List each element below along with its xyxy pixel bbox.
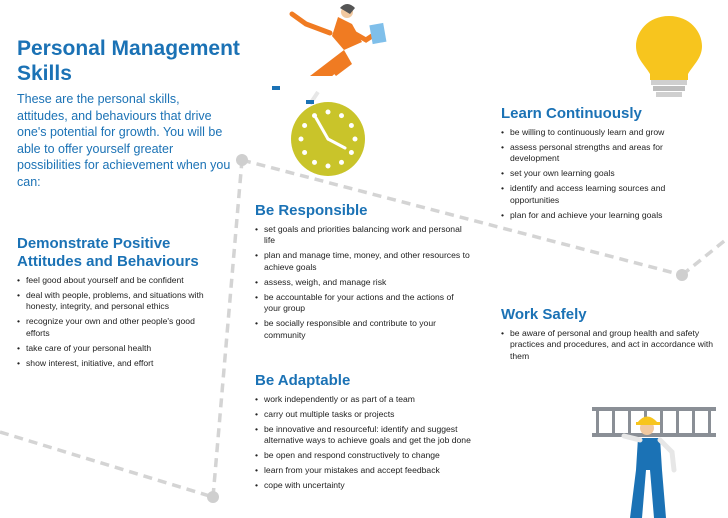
section-safely-heading: Work Safely	[501, 306, 587, 323]
clock-icon	[291, 102, 365, 176]
list-item: • carry out multiple tasks or projects	[255, 409, 475, 420]
section-adaptable-heading: Be Adaptable	[255, 372, 351, 389]
section-responsible	[255, 202, 470, 345]
intro-text: These are the personal skills, attitudes, and behaviours that drive one's potential for growth. You will be able to offer yourself greater possibilities for achievement when you can:	[17, 92, 231, 189]
list-item: • be open and respond constructively to change	[255, 450, 475, 461]
list-item: • be socially responsible and contribute to your community	[255, 318, 470, 341]
list-item: • cope with uncertainty	[255, 480, 475, 491]
list-item: • plan and manage time, money, and other resources to achieve goals	[255, 250, 470, 273]
section-responsible-heading: Be Responsible	[255, 202, 368, 219]
running-woman-icon	[272, 4, 386, 104]
section-adaptable-list	[255, 394, 475, 492]
path-node-3	[676, 269, 688, 281]
list-item: • show interest, initiative, and effort	[17, 358, 217, 369]
section-positive-heading: Demonstrate Positive Attitudes and Behaviours	[17, 235, 199, 270]
list-item: • recognize your own and other people's good efforts	[17, 316, 217, 339]
path-node-2	[236, 154, 248, 166]
list-item: • deal with people, problems, and situations with honesty, integrity, and personal ethics	[17, 290, 217, 313]
path-node-1	[207, 491, 219, 503]
list-item: • be aware of personal and group health and safety practices and procedures, and act in accordance with them	[501, 328, 721, 362]
section-safely	[501, 306, 721, 366]
lightbulb-icon	[636, 16, 702, 97]
list-item: • identify and access learning sources and opportunities	[501, 183, 701, 206]
list-item: • set your own learning goals	[501, 168, 701, 179]
list-item: • work independently or as part of a team	[255, 394, 475, 405]
list-item: • take care of your personal health	[17, 343, 217, 354]
section-responsible-list	[255, 224, 470, 341]
section-learn-list	[501, 127, 701, 221]
list-item: • assess personal strengths and areas for development	[501, 142, 701, 165]
section-safely-list	[501, 328, 721, 362]
list-item: • learn from your mistakes and accept feedback	[255, 465, 475, 476]
page-title: Personal Management Skills	[17, 37, 240, 85]
list-item: • set goals and priorities balancing work and personal life	[255, 224, 470, 247]
list-item: • be accountable for your actions and the actions of your group	[255, 292, 470, 315]
list-item: • feel good about yourself and be confident	[17, 275, 217, 286]
section-positive-list	[17, 275, 217, 369]
list-item: • plan for and achieve your learning goals	[501, 210, 701, 221]
list-item: • be innovative and resourceful: identify and suggest alternative ways to achieve goals and get the job done	[255, 424, 475, 447]
worker-with-ladder-icon	[592, 407, 716, 518]
list-item: • assess, weigh, and manage risk	[255, 277, 470, 288]
section-positive	[17, 235, 217, 373]
section-adaptable	[255, 372, 475, 495]
section-learn	[501, 105, 701, 225]
list-item: • be willing to continuously learn and grow	[501, 127, 701, 138]
section-learn-heading: Learn Continuously	[501, 105, 642, 122]
